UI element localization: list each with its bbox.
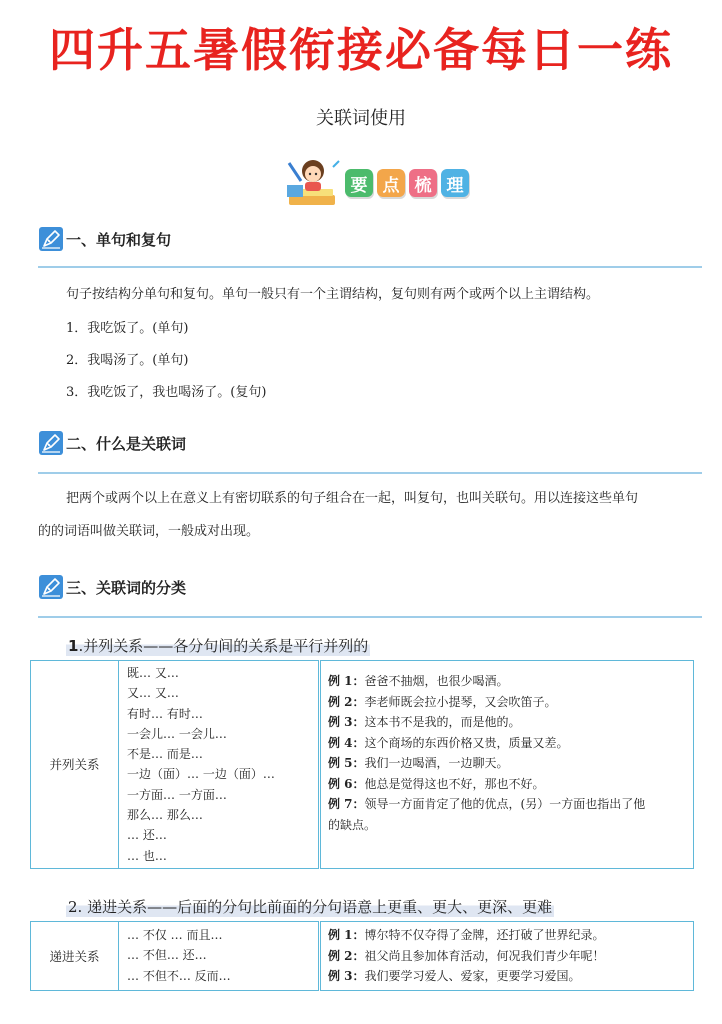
example-sentence: 例 2：李老师既会拉小提琴，又会吹笛子。 (328, 694, 557, 709)
progressive-relation-table (30, 921, 694, 991)
section-heading (38, 430, 186, 456)
connective-word: 既… 又… (127, 666, 179, 680)
page-title: 四升五暑假衔接必备每日一练 (49, 23, 673, 77)
example-sentence: 例 1：博尔特不仅夺得了金牌，还打破了世界纪录。 (328, 928, 605, 942)
pen-icon (38, 430, 64, 456)
banner-tile: 理 (441, 169, 469, 197)
example-sentence: 例 2：祖父尚且参加体育活动，何况我们青少年呢！ (328, 948, 605, 963)
definition-text: 把两个或两个以上在意义上有密切联系的句子组合在一起，叫复句，也叫关联句。用以连接这些单句 (66, 491, 639, 506)
example-sentence-continued: 的缺点。 (328, 817, 377, 832)
connective-word: 那么… 那么… (127, 808, 203, 823)
definition-text: 的的词语叫做关联词，一般成对出现。 (38, 524, 260, 539)
connective-word: … 不但不… 反而… (127, 968, 231, 983)
connective-word: 又… 又… (127, 686, 179, 701)
connective-word: … 还… (127, 828, 167, 843)
section-title: 一、单句和复句 (66, 230, 172, 249)
example-sentence: 例 1：爸爸不抽烟，也很少喝酒。 (328, 674, 509, 688)
section-divider (38, 616, 702, 618)
banner-tile: 梳 (409, 169, 437, 197)
connective-word: 一方面… 一方面… (127, 787, 227, 802)
section-text (38, 278, 702, 311)
connective-word: 有时… 有时… (127, 706, 203, 721)
example-sentence: 例 5：我们一边喝酒，一边聊天。 (328, 756, 509, 770)
section-text (38, 482, 702, 548)
example-sentences (320, 922, 694, 991)
pen-icon (38, 226, 64, 252)
sentence-example: 2．我喝汤了。(单句) (66, 353, 189, 368)
section-title: 二、什么是关联词 (66, 434, 187, 453)
section-heading (38, 574, 186, 600)
example-sentence: 例 3：我们要学习爱人、爱家，更要学习爱国。 (328, 969, 581, 983)
category-title-text: .并列关系——各分句间的关系是平行并列的 (78, 637, 369, 655)
section-divider (38, 266, 702, 268)
studying-kid-icon (283, 155, 343, 211)
page-subtitle: 关联词使用 (316, 108, 406, 129)
intro-text: 句子按结构分单句和复句。单句一般只有一个主谓结构，复句则有两个或两个以上主谓结构。 (66, 287, 600, 302)
connective-word: 一边（面）… 一边（面）… (127, 767, 275, 782)
connective-word: 一会儿… 一会儿… (127, 726, 227, 741)
connective-word: … 不但… 还… (127, 948, 207, 963)
key-points-banner (283, 155, 469, 211)
example-sentence: 例 7：领导一方面肯定了他的优点，(另）一方面也指出了他 (328, 797, 646, 811)
parallel-relation-table (30, 660, 694, 869)
category-number: 1 (68, 637, 79, 655)
connective-word: … 不仅 … 而且… (127, 928, 223, 942)
banner-tile: 点 (377, 169, 405, 197)
category-title: 2. 递进关系——后面的分句比前面的分句语意上更重、更大、更深、更难 (68, 898, 553, 916)
sentence-example: 1．我吃饭了。(单句) (66, 321, 189, 336)
example-sentence: 例 4：这个商场的东西价格又贵，质量又差。 (328, 735, 569, 750)
example-sentence: 例 6：他总是觉得这也不好，那也不好。 (328, 776, 545, 791)
section-heading (38, 226, 171, 252)
pen-icon (38, 574, 64, 600)
sentence-example: 3．我吃饭了，我也喝汤了。(复句) (66, 385, 267, 400)
connective-word: … 也… (127, 848, 167, 863)
example-sentences (320, 661, 694, 869)
connective-words (119, 661, 320, 869)
category-title (66, 635, 370, 656)
relation-name: 并列关系 (31, 661, 119, 869)
connective-words (119, 922, 320, 991)
example-sentence: 例 3：这本书不是我的，而是他的。 (328, 715, 521, 729)
section-title: 三、关联词的分类 (66, 578, 187, 597)
section-divider (38, 472, 702, 474)
banner-tile: 要 (345, 169, 373, 197)
connective-word: 不是… 而是… (127, 747, 203, 762)
relation-name: 递进关系 (31, 922, 119, 991)
